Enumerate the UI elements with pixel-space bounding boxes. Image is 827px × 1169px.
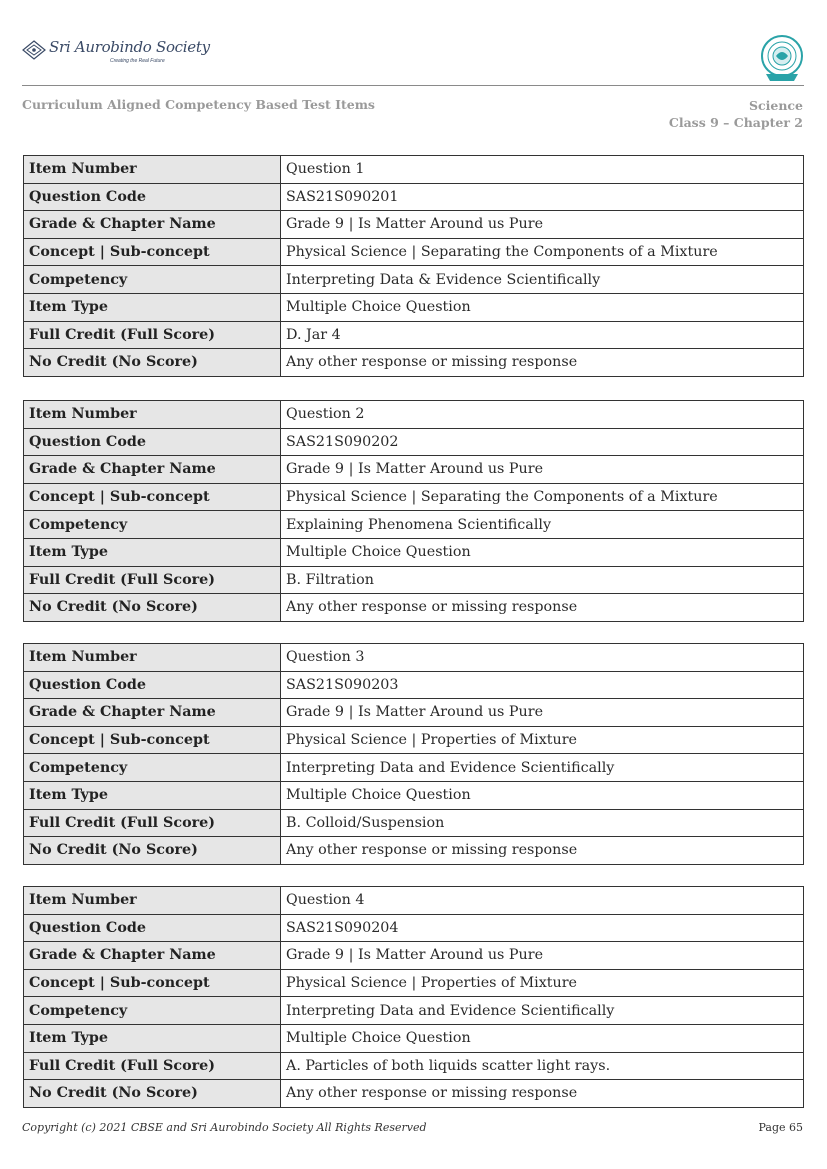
brand-tagline: Creating the Real Future [110, 58, 165, 64]
field-label: Grade & Chapter Name [24, 699, 281, 727]
field-label: Grade & Chapter Name [24, 211, 281, 239]
field-label: No Credit (No Score) [24, 837, 281, 865]
field-value: Interpreting Data and Evidence Scientifically [281, 754, 804, 782]
table-row [24, 266, 804, 294]
field-value: B. Filtration [281, 566, 804, 594]
field-label: Item Number [24, 156, 281, 184]
field-value: B. Colloid/Suspension [281, 809, 804, 837]
field-value: Question 2 [281, 401, 804, 429]
field-value: Question 4 [281, 887, 804, 915]
field-label: No Credit (No Score) [24, 594, 281, 622]
table-row [24, 969, 804, 997]
item-table-2 [23, 400, 804, 622]
table-row [24, 997, 804, 1025]
field-value: Any other response or missing response [281, 594, 804, 622]
table-row [24, 183, 804, 211]
table-row [24, 428, 804, 456]
field-value: Interpreting Data & Evidence Scientifically [281, 266, 804, 294]
field-label: Full Credit (Full Score) [24, 1052, 281, 1080]
field-label: Competency [24, 754, 281, 782]
table-row [24, 594, 804, 622]
table-row [24, 156, 804, 184]
page-number: Page 65 [758, 1121, 803, 1134]
field-value: SAS21S090202 [281, 428, 804, 456]
table-row [24, 837, 804, 865]
field-value: SAS21S090201 [281, 183, 804, 211]
table-row [24, 699, 804, 727]
field-value: Grade 9 | Is Matter Around us Pure [281, 699, 804, 727]
field-value: Multiple Choice Question [281, 293, 804, 321]
field-label: Item Type [24, 1024, 281, 1052]
field-label: Full Credit (Full Score) [24, 809, 281, 837]
field-label: Competency [24, 511, 281, 539]
field-label: Competency [24, 266, 281, 294]
table-row [24, 293, 804, 321]
field-value: Question 3 [281, 644, 804, 672]
field-label: Question Code [24, 671, 281, 699]
field-value: Any other response or missing response [281, 349, 804, 377]
item-table-3 [23, 643, 804, 865]
table-row [24, 401, 804, 429]
field-value: Grade 9 | Is Matter Around us Pure [281, 456, 804, 484]
copyright-text: Copyright (c) 2021 CBSE and Sri Aurobindo Society All Rights Reserved [22, 1121, 427, 1134]
table-row [24, 211, 804, 239]
field-label: Item Number [24, 644, 281, 672]
field-label: Concept | Sub-concept [24, 238, 281, 266]
field-label: Concept | Sub-concept [24, 726, 281, 754]
field-label: Grade & Chapter Name [24, 456, 281, 484]
field-value: SAS21S090203 [281, 671, 804, 699]
field-label: Full Credit (Full Score) [24, 321, 281, 349]
field-value: Physical Science | Properties of Mixture [281, 969, 804, 997]
table-row [24, 566, 804, 594]
field-value: Any other response or missing response [281, 837, 804, 865]
table-row [24, 456, 804, 484]
field-label: Item Type [24, 538, 281, 566]
field-label: No Credit (No Score) [24, 349, 281, 377]
field-value: Grade 9 | Is Matter Around us Pure [281, 942, 804, 970]
table-row [24, 1052, 804, 1080]
table-row [24, 887, 804, 915]
field-value: Question 1 [281, 156, 804, 184]
field-label: Item Number [24, 887, 281, 915]
field-value: Interpreting Data and Evidence Scientifically [281, 997, 804, 1025]
table-row [24, 644, 804, 672]
table-row [24, 726, 804, 754]
field-label: No Credit (No Score) [24, 1080, 281, 1108]
table-row [24, 781, 804, 809]
field-label: Item Type [24, 293, 281, 321]
table-row [24, 483, 804, 511]
table-row [24, 1080, 804, 1108]
table-row [24, 914, 804, 942]
field-value: Multiple Choice Question [281, 1024, 804, 1052]
cbse-seal-icon [760, 34, 804, 84]
table-row [24, 942, 804, 970]
subject-info [669, 97, 803, 131]
header-divider [22, 85, 804, 86]
field-label: Full Credit (Full Score) [24, 566, 281, 594]
document-heading: Curriculum Aligned Competency Based Test Items [22, 97, 375, 112]
brand-name: Sri Aurobindo Society [49, 38, 210, 56]
table-row [24, 671, 804, 699]
field-label: Question Code [24, 428, 281, 456]
field-value: Physical Science | Separating the Components of a Mixture [281, 238, 804, 266]
field-label: Concept | Sub-concept [24, 969, 281, 997]
field-value: Grade 9 | Is Matter Around us Pure [281, 211, 804, 239]
field-value: A. Particles of both liquids scatter light rays. [281, 1052, 804, 1080]
item-table-4 [23, 886, 804, 1108]
sri-aurobindo-society-logo [22, 38, 210, 68]
field-label: Concept | Sub-concept [24, 483, 281, 511]
table-row [24, 538, 804, 566]
table-row [24, 349, 804, 377]
field-value: Multiple Choice Question [281, 781, 804, 809]
field-label: Grade & Chapter Name [24, 942, 281, 970]
field-label: Competency [24, 997, 281, 1025]
field-value: Any other response or missing response [281, 1080, 804, 1108]
item-table-1 [23, 155, 804, 377]
field-value: D. Jar 4 [281, 321, 804, 349]
table-row [24, 321, 804, 349]
field-value: Explaining Phenomena Scientifically [281, 511, 804, 539]
subject-label: Science [749, 98, 803, 113]
table-row [24, 1024, 804, 1052]
class-chapter-label: Class 9 – Chapter 2 [668, 115, 803, 130]
table-row [24, 809, 804, 837]
table-row [24, 754, 804, 782]
field-value: Physical Science | Separating the Components of a Mixture [281, 483, 804, 511]
field-label: Question Code [24, 183, 281, 211]
table-row [24, 238, 804, 266]
field-label: Question Code [24, 914, 281, 942]
field-label: Item Type [24, 781, 281, 809]
field-value: Multiple Choice Question [281, 538, 804, 566]
lotus-logo-icon [22, 40, 46, 60]
field-label: Item Number [24, 401, 281, 429]
table-row [24, 511, 804, 539]
field-value: Physical Science | Properties of Mixture [281, 726, 804, 754]
field-value: SAS21S090204 [281, 914, 804, 942]
